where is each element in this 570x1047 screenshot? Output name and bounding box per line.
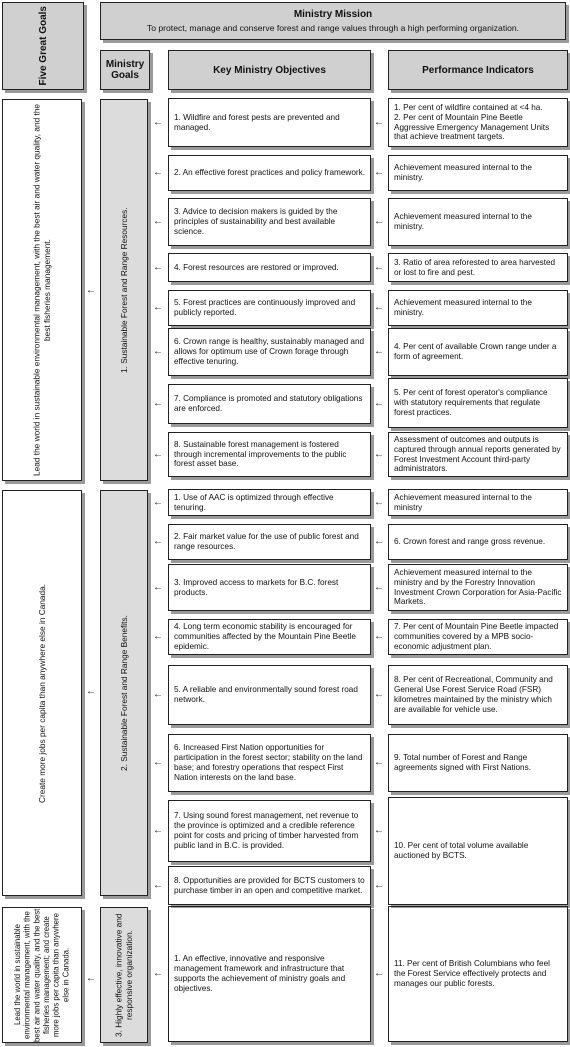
indicator-text: 5. Per cent of forest operator's compliance with statutory requirements that regulate forest practices.	[394, 388, 548, 417]
indicators-header-label: Performance Indicators	[422, 64, 534, 76]
arrow-left-icon: ←	[374, 879, 384, 891]
objective-box	[168, 432, 371, 477]
arrow-left-icon: ←	[374, 536, 384, 547]
objective-text: 4. Long term economic stability is encouraged for communities affected by the Mountain Pine Beetle epidemic.	[174, 622, 356, 651]
indicator-box	[388, 734, 568, 792]
objectives-header	[168, 50, 371, 90]
ministry-goal-3-label: 3. Highly effective, innovative and responsive organization.	[113, 913, 134, 1037]
indicator-text: 11. Per cent of British Columbians who feel the Forest Service effectively protects and manages our public forests.	[394, 959, 550, 988]
objective-box	[168, 866, 371, 905]
arrow-left-icon: ←	[153, 968, 163, 979]
objective-text: 1. Wildfire and forest pests are prevented and managed.	[174, 112, 340, 132]
ministry-goals-header	[100, 50, 150, 90]
great-goal-1-label: Lead the world in sustainable environmental management, with the best air and water quality, and the best fisheries management.	[31, 103, 52, 477]
arrow-left-icon: ←	[153, 216, 163, 227]
indicator-text: 7. Per cent of Mountain Pine Beetle impacted communities covered by a MPB socio-economic adjustment plan.	[394, 622, 559, 651]
objective-box	[168, 98, 371, 147]
objective-text: 8. Sustainable forest management is fostered through incremental improvements to the public forest asset base.	[174, 439, 347, 469]
arrow-left-icon: ←	[153, 398, 163, 409]
indicator-text: 2. Per cent of Mountain Pine Beetle Aggressive Emergency Management Units that achieve treatment targets.	[394, 112, 550, 142]
indicator-text: Achievement measured internal to the ministry.	[394, 163, 532, 182]
indicator-box	[388, 619, 568, 655]
ministry-goal-2-label: 2. Sustainable Forest and Range Benefits.	[118, 615, 129, 771]
arrow-left-icon: ←	[374, 216, 384, 227]
objective-box	[168, 619, 371, 655]
objective-box	[168, 906, 371, 1042]
arrow-left-icon: ←	[374, 968, 384, 979]
objective-text: 1. An effective, innovative and responsive management framework and infrastructure that supports the achievement of ministry goals and objectives.	[174, 954, 346, 993]
arrow-left-icon: ←	[153, 536, 163, 547]
indicator-box	[388, 155, 568, 191]
arrow-left-icon: ←	[374, 116, 384, 128]
objective-box	[168, 198, 371, 246]
arrow-left-icon: ←	[374, 398, 384, 409]
indicator-box	[388, 378, 568, 428]
indicator-text: Achievement measured internal to the ministry	[394, 492, 532, 512]
arrow-left-icon: ←	[153, 496, 163, 508]
objective-box	[168, 253, 371, 282]
objective-text: 7. Using sound forest management, net revenue to the province is optimized and a credible reference point for costs and pricing of timber harvested from public land in B.C. is provided.	[174, 811, 359, 850]
ministry-mission-box	[100, 2, 566, 40]
objective-text: 2. An effective forest practices and policy framework.	[174, 168, 365, 178]
arrow-left-icon: ←	[374, 581, 384, 593]
objective-box	[168, 734, 371, 792]
indicator-box	[388, 328, 568, 376]
objective-text: 3. Improved access to markets for B.C. forest products.	[174, 577, 339, 597]
arrow-left-icon: ←	[153, 167, 163, 178]
objective-box	[168, 384, 371, 424]
indicator-box	[388, 797, 568, 905]
arrow-left-icon: ←	[374, 302, 384, 313]
ministry-goals-header-label: Ministry Goals	[105, 59, 145, 81]
indicator-text: Assessment of outcomes and outputs is captured through annual reports generated by Forest Investment Account third-party administrators.	[394, 434, 561, 474]
arrow-left-icon: ←	[153, 689, 163, 700]
indicator-box	[388, 665, 568, 725]
great-goal-3-label: Lead the world in sustainable environmental management, with the best air and water quality, and the best fisheries management; and create more jobs per capita than anywhere else in Canada.	[12, 908, 71, 1042]
objective-text: 1. Use of AAC is optimized through effective tenuring.	[174, 492, 334, 512]
indicator-box	[388, 290, 568, 326]
indicator-box	[388, 98, 568, 147]
objective-text: 2. Fair market value for the use of public forest and range resources.	[174, 532, 359, 551]
arrow-left-icon: ←	[153, 448, 163, 460]
indicator-text: 10. Per cent of total volume available auctioned by BCTS.	[394, 841, 529, 860]
mission-title: Ministry Mission	[293, 9, 373, 20]
indicators-header	[388, 50, 568, 90]
objective-box	[168, 800, 371, 862]
ministry-goal-1-label: 1. Sustainable Forest and Range Resources.	[118, 207, 129, 373]
arrow-left-icon: ←	[374, 757, 384, 768]
objective-text: 6. Increased First Nation opportunities for participation in the forest sector; stability on the land base; and forestry operations that respect First Nation interests on the land base.	[174, 743, 363, 782]
indicator-text: Achievement measured internal to the ministry.	[394, 298, 532, 317]
arrow-left-icon: ←	[153, 825, 163, 836]
objective-box	[168, 564, 371, 611]
objective-text: 3. Advice to decision makers is guided by the principles of sustainability and best available science.	[174, 207, 338, 236]
arrow-left-icon: ←	[153, 879, 163, 891]
arrow-left-icon: ←	[153, 581, 163, 593]
objective-box	[168, 328, 371, 376]
arrow-left-icon: ←	[374, 631, 384, 642]
indicator-text: 3. Ratio of area reforested to area harvested or lost to fire and pest.	[394, 257, 556, 277]
arrow-left-icon: ←	[86, 973, 96, 984]
indicator-text: 4. Per cent of available Crown range under a form of agreement.	[394, 342, 557, 361]
objective-text: 5. Forest practices are continuously improved and publicly reported.	[174, 298, 356, 317]
arrow-left-icon: ←	[374, 261, 384, 273]
mission-text: To protect, manage and conserve forest and range values through a high performing organization.	[146, 23, 520, 33]
indicator-box	[388, 906, 568, 1042]
objective-box	[168, 290, 371, 326]
objective-box	[168, 665, 371, 725]
indicator-text: 6. Crown forest and range gross revenue.	[394, 537, 546, 547]
objective-box	[168, 524, 371, 560]
arrow-left-icon: ←	[153, 261, 163, 273]
indicator-box	[388, 524, 568, 560]
objective-text: 8. Opportunities are provided for BCTS customers to purchase timber in an open and competitive market.	[174, 875, 365, 895]
arrow-left-icon: ←	[374, 448, 384, 460]
objective-text: 6. Crown range is healthy, sustainably managed and allows for optimum use of Crown forage through effective tenuring.	[174, 337, 365, 366]
arrow-left-icon: ←	[153, 757, 163, 768]
objective-text: 5. A reliable and environmentally sound forest road network.	[174, 685, 358, 704]
arrow-left-icon: ←	[153, 116, 163, 128]
arrow-left-icon: ←	[86, 686, 96, 697]
objective-box	[168, 155, 371, 191]
arrow-left-icon: ←	[374, 346, 384, 357]
arrow-left-icon: ←	[374, 689, 384, 700]
indicator-box	[388, 253, 568, 282]
indicator-text: 1. Per cent of wildfire contained at <4 ha.	[394, 102, 543, 112]
indicator-box	[388, 432, 568, 477]
arrow-left-icon: ←	[153, 346, 163, 357]
arrow-left-icon: ←	[374, 496, 384, 508]
indicator-text: Achievement measured internal to the ministry and by the Forestry Innovation Investment Crown Corporation for Asia-Pacific Markets.	[394, 567, 562, 607]
indicator-text: 8. Per cent of Recreational, Community and General Use Forest Service Road (FSR) kilometres maintained by the ministry which are available for vehicle use.	[394, 675, 553, 714]
great-goal-2-label: Create more jobs per capita than anywhere else in Canada.	[36, 583, 47, 803]
objective-box	[168, 489, 371, 516]
five-great-goals-label: Five Great Goals	[37, 6, 49, 86]
arrow-left-icon: ←	[374, 167, 384, 178]
five-great-goals-header	[2, 2, 84, 90]
arrow-left-icon: ←	[153, 631, 163, 642]
indicator-text: Achievement measured internal to the ministry.	[394, 212, 532, 231]
arrow-left-icon: ←	[374, 825, 384, 836]
objectives-header-label: Key Ministry Objectives	[213, 64, 326, 76]
indicator-box	[388, 564, 568, 611]
indicator-box	[388, 489, 568, 516]
objective-text: 4. Forest resources are restored or improved.	[174, 262, 339, 272]
indicator-text: 9. Total number of Forest and Range agreements signed with First Nations.	[394, 753, 531, 772]
arrow-left-icon: ←	[86, 285, 96, 296]
objective-text: 7. Compliance is promoted and statutory obligations are enforced.	[174, 394, 363, 413]
arrow-left-icon: ←	[153, 302, 163, 313]
indicator-box	[388, 198, 568, 246]
